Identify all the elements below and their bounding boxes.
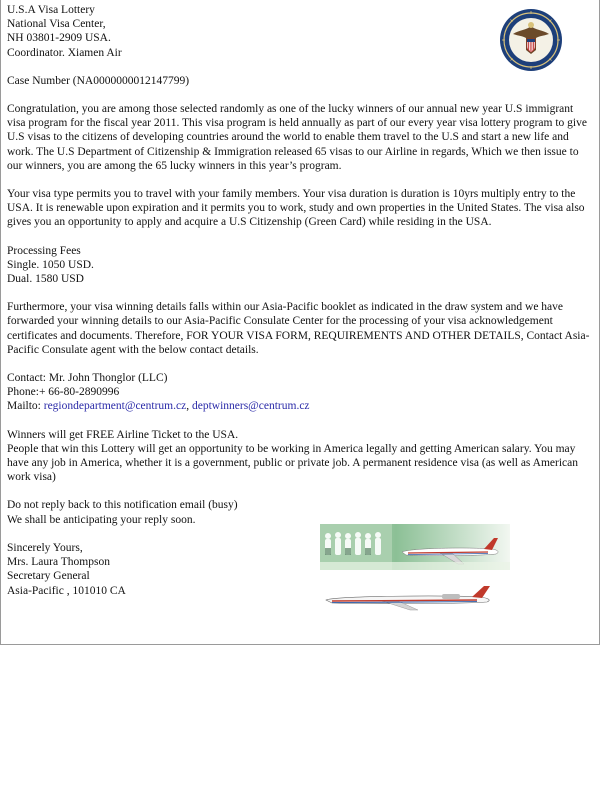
noreply-line: Do not reply back to this notification email (busy) xyxy=(7,499,238,512)
airplane-image xyxy=(322,585,502,611)
header-line-coordinator: Coordinator. Xiamen Air xyxy=(7,46,122,59)
signature-title: Secretary General xyxy=(7,570,90,583)
signature-name: Mrs. Laura Thompson xyxy=(7,556,110,569)
furthermore-paragraph: Furthermore, your visa winning details falls within our Asia-Pacific booklet as indicated in the draw system and we have forwarded your winning details to our Asia-Pacific Consulate Center for the processing of your visa acknowledgement certificates and documents. Therefore, FOR YOUR VISA FORM, REQUIREMENTS AND OTHER DETAILS, Contact Asia-Pacific Consulate agent with the below contact details. xyxy=(7,301,590,356)
anticipating-line: We shall be anticipating your reply soon. xyxy=(7,513,196,526)
fee-single: Single. 1050 USD. xyxy=(7,258,94,271)
signature-location: Asia-Pacific , 101010 CA xyxy=(7,584,126,597)
mailto-label: Mailto: xyxy=(7,400,44,413)
fees-title: Processing Fees xyxy=(7,244,81,257)
letter-body xyxy=(7,3,593,598)
winners-ticket-line: Winners will get FREE Airline Ticket to the USA. xyxy=(7,428,239,441)
contact-name: Contact: Mr. John Thonglor (LLC) xyxy=(7,372,168,385)
contact-block xyxy=(7,371,593,414)
case-number: Case Number (NA0000000012147799) xyxy=(7,74,190,87)
contact-mailto xyxy=(7,399,593,413)
email-link-region[interactable]: regiondepartment@centrum.cz xyxy=(43,400,187,413)
email-separator: , xyxy=(186,400,192,413)
noreply-block xyxy=(7,498,593,526)
email-link-dept[interactable]: deptwinners@centrum.cz xyxy=(191,400,310,413)
visa-type-paragraph: Your visa type permits you to travel with your family members. Your visa duration is duration is 10yrs multiply entry to the USA. It is renewable upon expiration and it permits you to work, study and own properties in the United States. The visa also gives you an opportunity to apply and acquire a U.S Citizenship (Green Card) while residing in the USA. xyxy=(7,188,585,229)
processing-fees xyxy=(7,244,593,287)
winners-paragraph: People that win this Lottery will get an opportunity to be working in America legally and getting American salary. You may have any job in America, whether it is a government, public or private job. A permanent residence visa (as well as American work visa) xyxy=(7,442,578,484)
airline-banner-image xyxy=(320,524,510,570)
letter-header xyxy=(7,3,367,60)
fee-dual: Dual. 1580 USD xyxy=(7,273,84,286)
header-line-address: NH 03801-2909 USA. xyxy=(7,32,111,45)
contact-phone: Phone:+ 66-80-2890996 xyxy=(7,386,120,399)
header-line-title: U.S.A Visa Lottery xyxy=(7,4,95,16)
congratulation-paragraph: Congratulation, you are among those selected randomly as one of the lucky winners of our annual new year U.S immigrant visa program for the fiscal year 2011. This visa program is held annually as part of our every year visa lottery program to give U.S visas to the citizens of developing countries around the world to enable them travel to the U.S and start a new life and work. The U.S Department of Citizenship & Immigration released 65 visas to our Airline in regards, Which we then issue to our winners, you are among the 65 lucky winners in this year’s program. xyxy=(7,103,587,172)
header-line-center: National Visa Center, xyxy=(7,18,106,31)
signature-closing: Sincerely Yours, xyxy=(7,541,83,554)
winners-block xyxy=(7,428,593,485)
